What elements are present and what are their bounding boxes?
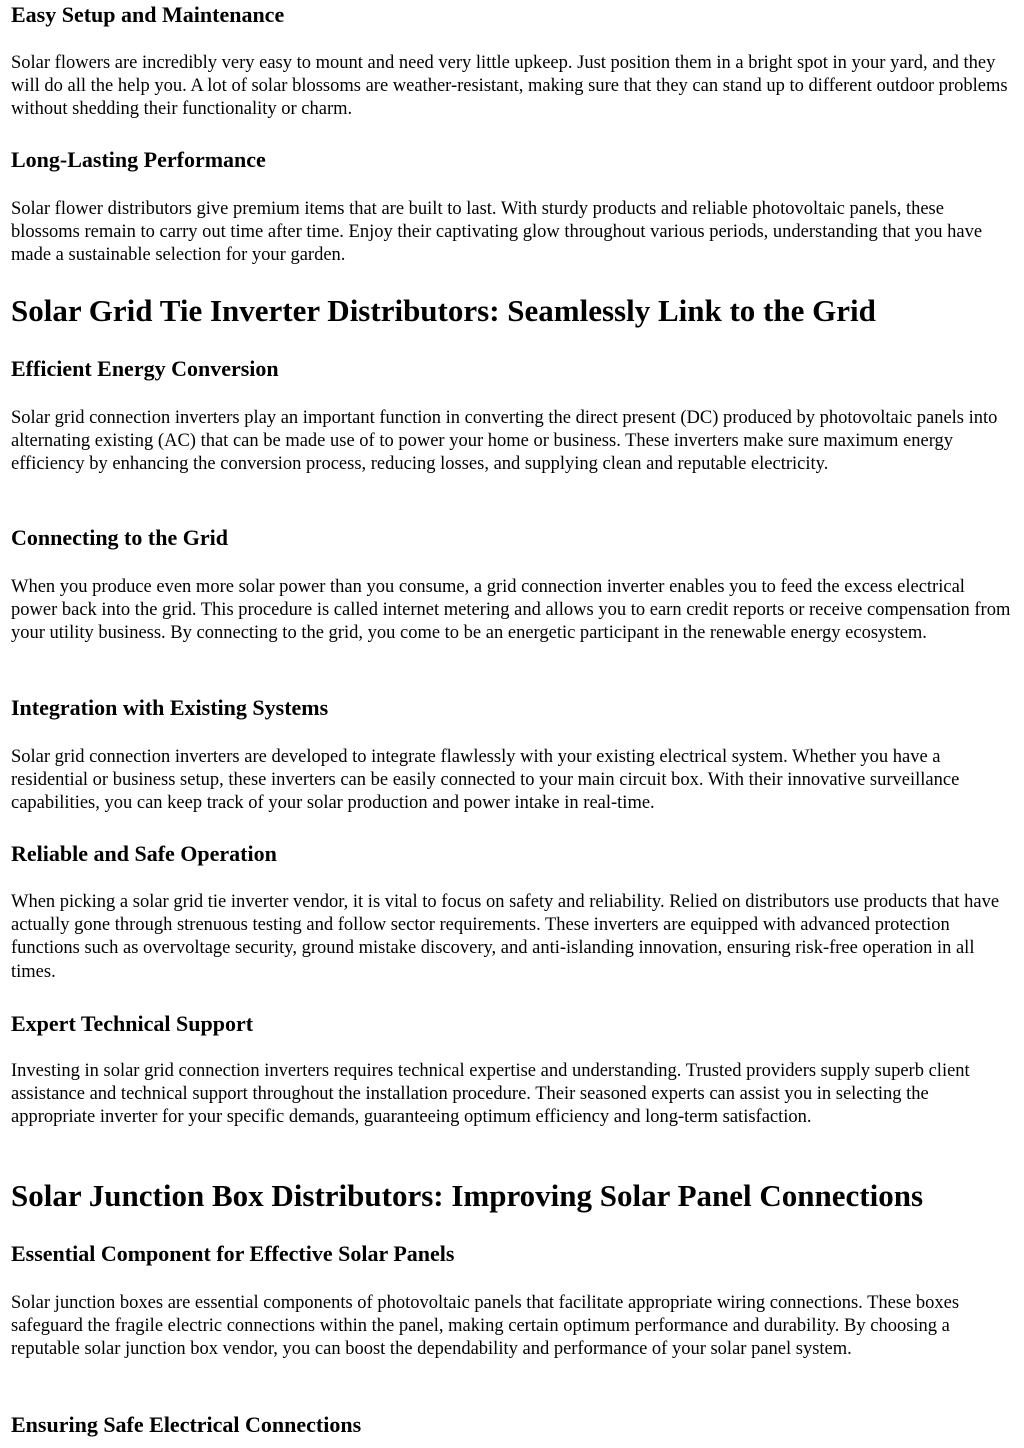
paragraph-essential-component: Solar junction boxes are essential components of photovoltaic panels that facilitate appropriate wiring connections. These boxes safeguard the fragile electric connections within the panel, making certain optimum performance and durability. By choosing a reputable solar junction box vendor, you can boost the dependability and performance of your solar panel system.: [11, 1293, 960, 1360]
heading-integration: Integration with Existing Systems: [11, 695, 329, 720]
section-heading-grid-tie: Solar Grid Tie Inverter Distributors: Seamlessly Link to the Grid: [11, 293, 876, 328]
heading-efficient-energy: Efficient Energy Conversion: [11, 356, 279, 381]
paragraph-reliable-safe: When picking a solar grid tie inverter vendor, it is vital to focus on safety and reliability. Relied on distributors use products that have actually gone through strenuous testing and follow sector requirements. These inverters are equipped with advanced protection functions such as overvoltage security, ground mistake discovery, and anti-islanding innovation, ensuring risk-free operation in all times.: [11, 892, 1000, 982]
paragraph-integration: Solar grid connection inverters are developed to integrate flawlessly with your existing electrical system. Whether you have a residential or business setup, these inverters can be easily connected to your main circuit box. With their innovative surveillance capabilities, you can keep track of your solar production and power intake in real-time.: [11, 747, 960, 814]
paragraph-efficient-energy: Solar grid connection inverters play an important function in converting the direct present (DC) produced by photovoltaic panels into alternating existing (AC) that can be made use of to power your home or business. These inverters make sure maximum energy efficiency by enhancing the conversion process, reducing losses, and supplying clean and reputable electricity.: [11, 408, 998, 475]
heading-easy-setup: Easy Setup and Maintenance: [11, 2, 285, 27]
paragraph-connecting-grid: When you produce even more solar power than you consume, a grid connection inverter enables you to feed the excess electrical power back into the grid. This procedure is called internet metering and allows you to earn credit reports or receive compensation from your utility business. By connecting to the grid, you come to be an energetic participant in the renewable energy ecosystem.: [11, 577, 1011, 644]
heading-safe-connections: Ensuring Safe Electrical Connections: [11, 1412, 362, 1437]
section-heading-junction-box: Solar Junction Box Distributors: Improving Solar Panel Connections: [11, 1178, 924, 1213]
paragraph-expert-support: Investing in solar grid connection inverters requires technical expertise and understanding. Trusted providers supply superb client assistance and technical support throughout the installation procedure. Their seasoned experts can assist you in selecting the appropriate inverter for your specific demands, guaranteeing optimum efficiency and long-term satisfaction.: [11, 1061, 970, 1128]
heading-reliable-safe: Reliable and Safe Operation: [11, 841, 277, 866]
heading-essential-component: Essential Component for Effective Solar Panels: [11, 1241, 455, 1266]
paragraph-easy-setup: Solar flowers are incredibly very easy to mount and need very little upkeep. Just position them in a bright spot in your yard, and they will do all the help you. A lot of solar blossoms are weather-resistant, making sure that they can stand up to different outdoor problems without shedding their functionality or charm.: [11, 53, 1008, 120]
heading-expert-support: Expert Technical Support: [11, 1011, 254, 1036]
heading-connecting-grid: Connecting to the Grid: [11, 525, 228, 550]
heading-long-lasting: Long-Lasting Performance: [11, 147, 266, 172]
paragraph-long-lasting: Solar flower distributors give premium items that are built to last. With sturdy products and reliable photovoltaic panels, these blossoms remain to carry out time after time. Enjoy their captivating glow throughout various periods, understanding that you have made a sustainable selection for your garden.: [11, 199, 983, 266]
